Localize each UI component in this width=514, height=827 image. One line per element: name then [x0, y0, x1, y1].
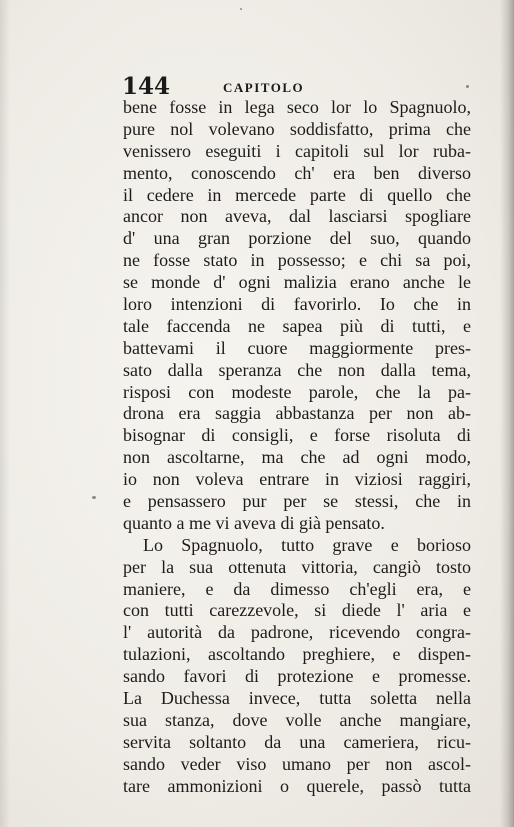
page-left-shadow — [0, 0, 10, 827]
text-line: La Duchessa invece, tutta soletta nella — [123, 688, 471, 709]
text-line: sando veder viso umano per non ascol- — [123, 753, 471, 774]
text-line: quanto a me vi aveva di già pensato. — [123, 512, 385, 533]
text-line: bene fosse in lega seco lor lo Spagnuolo, — [123, 97, 471, 117]
text-line: per la sua ottenuta vittoria, cangiò tosto — [123, 556, 471, 577]
text-line: il cedere in mercede parte di quello che — [123, 184, 471, 205]
text-line: mento, conoscendo ch' era ben diverso — [123, 162, 471, 183]
page-number: 144 — [122, 73, 171, 100]
page-right-shadow — [500, 0, 514, 827]
text-line: se monde d' ogni malizia erano anche le — [123, 272, 471, 293]
text-line: tale faccenda ne sapea più di tutti, e — [123, 315, 471, 336]
body-text — [123, 97, 471, 798]
text-line: maniere, e da dimesso ch'egli era, e — [123, 578, 471, 599]
text-line: bisognar di consigli, e forse risoluta di — [123, 425, 471, 446]
text-line: sando favori di protezione e promesse. — [123, 666, 471, 687]
text-line: servita soltanto da una cameriera, ricu- — [123, 731, 471, 752]
text-line: ancor non aveva, dal lasciarsi spogliare — [123, 206, 471, 227]
text-line: d' una gran porzione del suo, quando — [123, 228, 471, 249]
ink-speck — [240, 8, 242, 10]
text-line: drona era saggia abbastanza per non ab- — [123, 403, 471, 424]
text-line: loro intenzioni di favorirlo. Io che in — [123, 294, 471, 315]
text-line: tulazioni, ascoltando preghiere, e dispen- — [123, 644, 471, 665]
paragraph-2 — [123, 535, 471, 798]
text-line: l' autorità da padrone, ricevendo congra- — [123, 622, 471, 643]
text-line: e pensassero pur per se stessi, che in — [123, 491, 471, 512]
text-line: sato dalla speranza che non dalla tema, — [123, 359, 471, 380]
ink-speck — [92, 496, 96, 499]
paragraph-1 — [123, 97, 471, 535]
text-line: ne fosse stato in possesso; e chi sa poi, — [123, 250, 471, 271]
text-line: Lo Spagnuolo, tutto grave e borioso — [143, 534, 471, 555]
running-head: CAPITOLO — [223, 80, 305, 95]
text-line: battevami il cuore maggiormente pres- — [123, 337, 471, 358]
text-line: con tutti carezzevole, si diede l' aria e — [123, 600, 471, 621]
text-line: venissero eseguiti i capitoli sul lor ruba- — [123, 140, 471, 161]
text-line: io non voleva entrare in viziosi raggiri, — [123, 469, 471, 490]
text-line: sua stanza, dove volle anche mangiare, — [123, 709, 471, 730]
text-line: non ascoltarne, ma che ad ogni modo, — [123, 447, 471, 468]
text-line: pure nol volevano soddisfatto, prima che — [123, 118, 471, 139]
text-line: risposi con modeste parole, che la pa- — [123, 381, 471, 402]
text-line: tare ammonizioni o querele, passò tutta — [123, 775, 471, 796]
